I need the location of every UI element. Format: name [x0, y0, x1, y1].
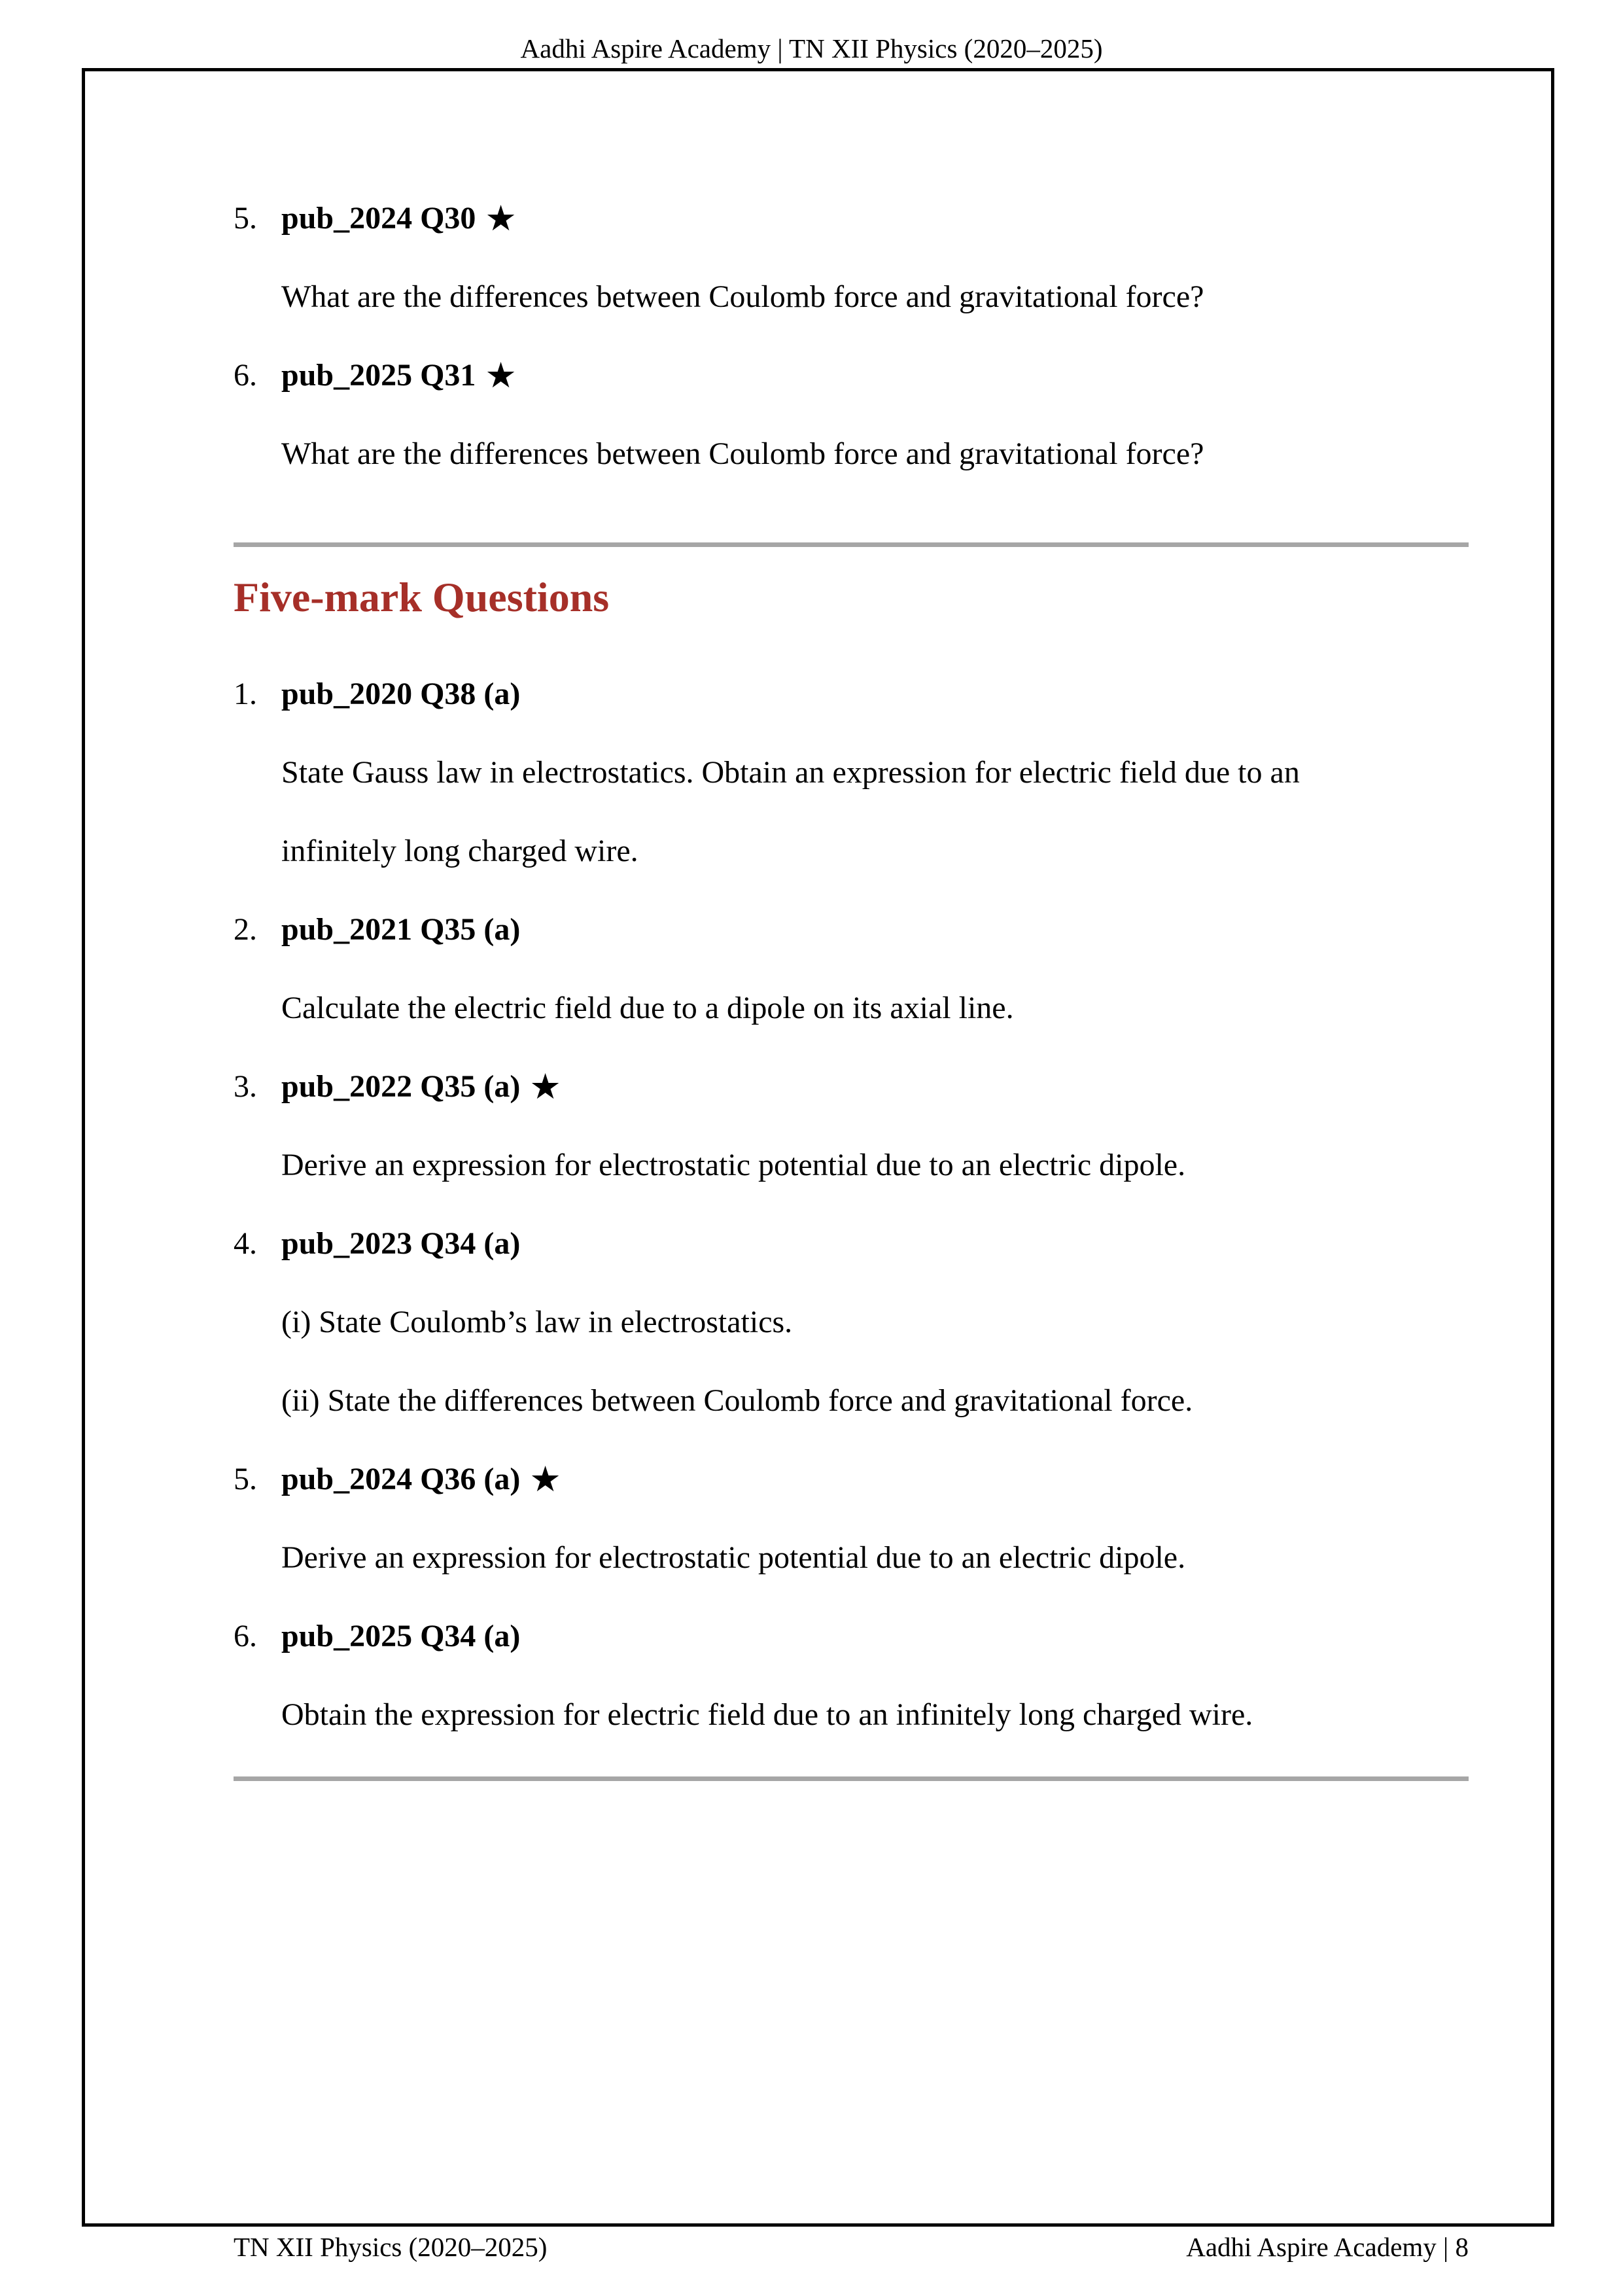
star-icon: ★	[529, 1067, 561, 1106]
question-label: pub_2025 Q31	[281, 358, 476, 393]
question-number: 5.	[234, 1462, 257, 1496]
question-label: pub_2022 Q35 (a)	[281, 1069, 521, 1104]
question-label-row	[234, 336, 1469, 415]
question-item	[234, 1205, 1469, 1440]
question-text-line: (i) State Coulomb’s law in electrostatics.	[281, 1305, 793, 1339]
question-label: pub_2024 Q36 (a)	[281, 1462, 521, 1496]
question-text-line: (ii) State the differences between Coulomb force and gravitational force.	[281, 1383, 1193, 1418]
question-number: 2.	[234, 912, 257, 947]
question-number: 3.	[234, 1069, 257, 1104]
question-item	[234, 336, 1469, 493]
question-text-line: What are the differences between Coulomb force and gravitational force?	[281, 279, 1204, 314]
question-text-line: Obtain the expression for electric field due to an infinitely long charged wire.	[281, 1697, 1253, 1732]
question-number: 4.	[234, 1226, 257, 1261]
question-label: pub_2024 Q30	[281, 201, 476, 236]
page-footer	[234, 2229, 1469, 2265]
page-content	[234, 179, 1469, 1781]
question-number: 6.	[234, 358, 257, 393]
question-label: pub_2025 Q34 (a)	[281, 1619, 521, 1653]
question-label: pub_2023 Q34 (a)	[281, 1226, 521, 1261]
question-label-row	[234, 1205, 1469, 1283]
question-text-line: infinitely long charged wire.	[281, 834, 638, 868]
star-icon: ★	[485, 199, 517, 238]
question-number: 5.	[234, 201, 257, 236]
question-number: 6.	[234, 1619, 257, 1653]
question-text-line: Derive an expression for electrostatic potential due to an electric dipole.	[281, 1540, 1186, 1575]
section-divider-bottom	[234, 1776, 1469, 1781]
question-item	[234, 1440, 1469, 1597]
question-label-row	[234, 1597, 1469, 1676]
star-icon: ★	[485, 356, 517, 395]
footer-left-text: TN XII Physics (2020–2025)	[234, 2232, 548, 2262]
question-text-line: What are the differences between Coulomb force and gravitational force?	[281, 436, 1204, 471]
question-item	[234, 891, 1469, 1048]
question-label-row	[234, 1440, 1469, 1519]
question-item	[234, 179, 1469, 336]
question-item	[234, 655, 1469, 891]
star-icon: ★	[529, 1460, 561, 1499]
question-number: 1.	[234, 677, 257, 711]
question-text-line: State Gauss law in electrostatics. Obtain an expression for electric field due to an	[281, 755, 1300, 790]
section-heading: Five-mark Questions	[234, 574, 610, 620]
question-item	[234, 1048, 1469, 1205]
question-label: pub_2021 Q35 (a)	[281, 912, 521, 947]
question-label-row	[234, 1048, 1469, 1126]
question-label-row	[234, 891, 1469, 969]
question-label: pub_2020 Q38 (a)	[281, 677, 521, 711]
continued-questions-list	[234, 179, 1469, 493]
question-item	[234, 1597, 1469, 1754]
page-header-title: Aadhi Aspire Academy | TN XII Physics (2020–2025)	[520, 33, 1103, 63]
question-label-row	[234, 655, 1469, 733]
section-divider-top	[234, 542, 1469, 547]
footer-right-text: Aadhi Aspire Academy | 8	[1186, 2232, 1469, 2262]
five-mark-questions-list	[234, 655, 1469, 1754]
question-label-row	[234, 179, 1469, 258]
question-text-line: Calculate the electric field due to a dipole on its axial line.	[281, 991, 1014, 1025]
question-text-line: Derive an expression for electrostatic potential due to an electric dipole.	[281, 1148, 1186, 1182]
